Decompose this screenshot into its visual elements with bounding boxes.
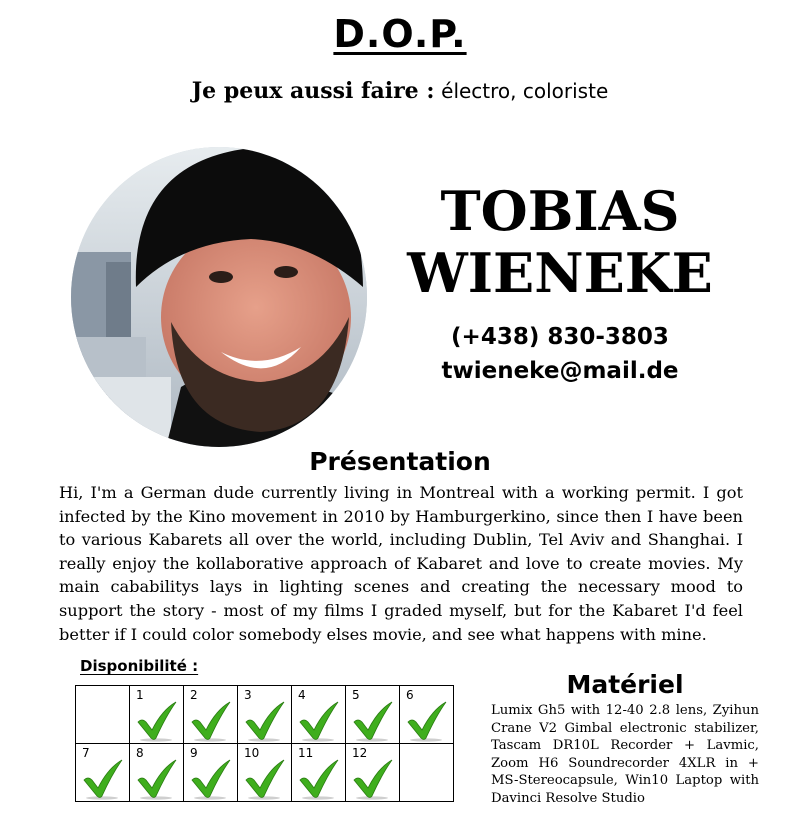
availability-row — [76, 686, 454, 744]
subtitle-rest: électro, coloriste — [441, 79, 609, 103]
check-icon — [348, 756, 396, 800]
day-number: 1 — [136, 688, 144, 702]
name-first: TOBIAS — [440, 179, 680, 243]
check-icon — [132, 756, 180, 800]
availability-title: Disponibilité : — [80, 657, 199, 675]
name-last: WIENEKE — [407, 241, 713, 305]
availability-cell — [76, 744, 130, 802]
check-icon — [186, 756, 234, 800]
day-number: 3 — [244, 688, 252, 702]
availability-cell — [346, 686, 400, 744]
phone-number: (+438) 830-3803 — [451, 324, 669, 350]
day-number: 9 — [190, 746, 198, 760]
email-address: twieneke@mail.de — [441, 358, 679, 384]
subtitle — [0, 78, 800, 104]
profile-photo — [71, 147, 367, 447]
check-icon — [402, 698, 450, 742]
availability-cell — [130, 686, 184, 744]
availability-cell — [346, 744, 400, 802]
presentation-title: Présentation — [309, 447, 491, 476]
person-name — [400, 180, 720, 304]
availability-grid — [75, 685, 454, 802]
check-icon — [240, 698, 288, 742]
check-icon — [186, 698, 234, 742]
day-number: 2 — [190, 688, 198, 702]
page-title: D.O.P. — [333, 12, 467, 56]
availability-cell — [400, 744, 454, 802]
subtitle-lead: Je peux aussi faire : — [191, 78, 435, 104]
check-icon — [78, 756, 126, 800]
availability-cell — [184, 744, 238, 802]
availability-cell — [400, 686, 454, 744]
day-number: 11 — [298, 746, 314, 760]
availability-cell — [292, 686, 346, 744]
day-number: 5 — [352, 688, 360, 702]
check-icon — [294, 698, 342, 742]
availability-cell — [238, 686, 292, 744]
day-number: 12 — [352, 746, 368, 760]
day-number: 7 — [82, 746, 90, 760]
check-icon — [240, 756, 288, 800]
day-number: 6 — [406, 688, 414, 702]
day-number: 8 — [136, 746, 144, 760]
availability-cell — [76, 686, 130, 744]
availability-cell — [238, 744, 292, 802]
presentation-text: Hi, I'm a German dude currently living in Montreal with a working permit. I got infected by the Kino movement in 2010 by Hamburgerkino, since then I have been to various Kabarets all over the world, including Dublin, Tel Aviv and Shanghai. I really enjoy the kollaborative approach of Kabaret and love to create movies. My main cababilitys lays in lighting scenes and creating the necessary mood to support the story - most of my films I graded myself, but for the Kabaret I'd feel better if I could color somebody elses movie, and see what happens with mine. — [59, 483, 743, 644]
check-icon — [132, 698, 180, 742]
availability-cell — [184, 686, 238, 744]
check-icon — [348, 698, 396, 742]
day-number: 4 — [298, 688, 306, 702]
portrait-illustration — [71, 147, 367, 447]
equipment-title: Matériel — [566, 670, 684, 699]
availability-row — [76, 744, 454, 802]
check-icon — [294, 756, 342, 800]
availability-cell — [130, 744, 184, 802]
equipment-text: Lumix Gh5 with 12-40 2.8 lens, Zyihun Crane V2 Gimbal electronic stabilizer, Tascam DR10L Recorder + Lavmic, Zoom H6 Soundrecorder 4XLR in + MS-Stereocapsule, Win10 Laptop with Davinci Resolve Studio — [491, 703, 759, 806]
day-number: 10 — [244, 746, 260, 760]
availability-cell — [292, 744, 346, 802]
